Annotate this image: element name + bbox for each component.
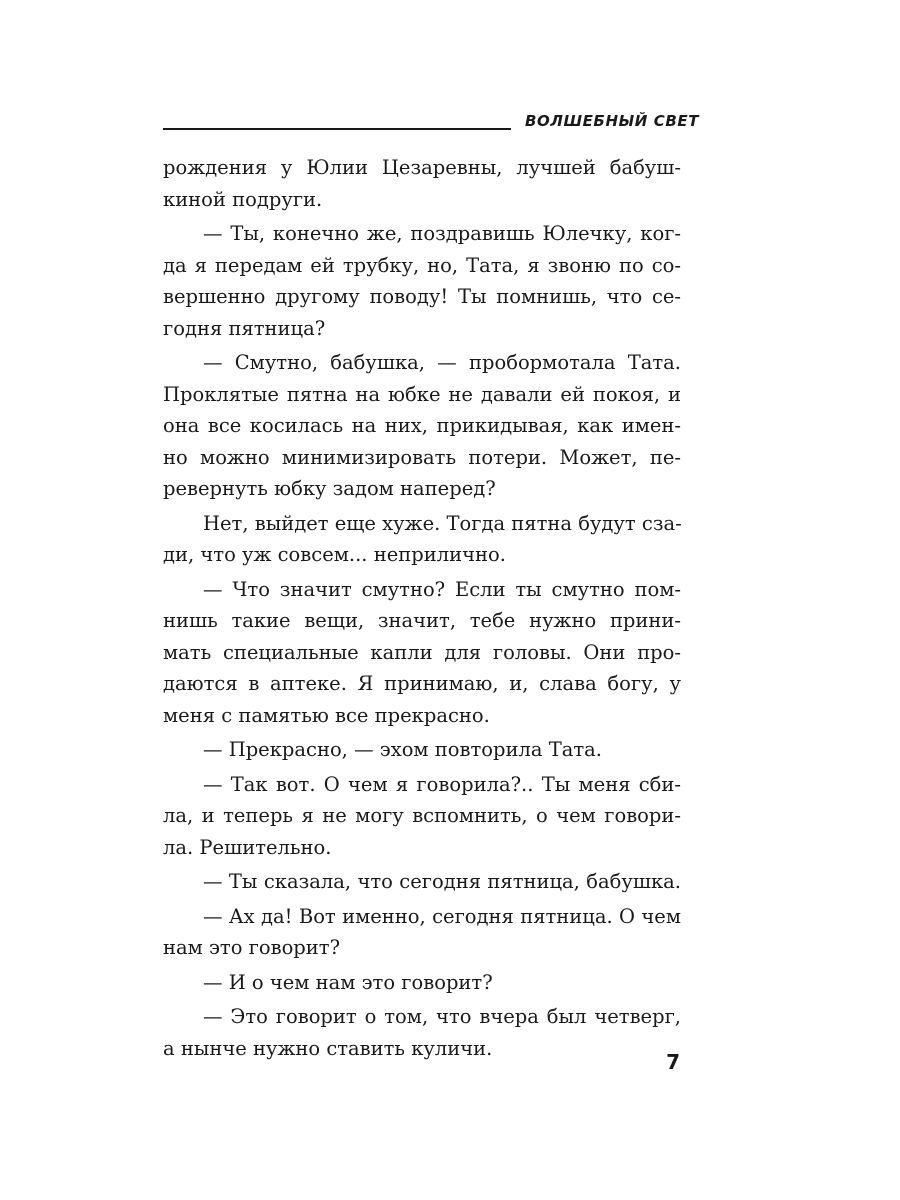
body-text [163, 152, 681, 1064]
text-line: — И о чем нам это говорит? [203, 970, 493, 994]
text-line: да я передам ей трубку, но, Тата, я звоню по со- [163, 253, 681, 277]
text-line: — Что значит смутно? Если ты смутно пом- [203, 577, 681, 601]
text-line: ла, и теперь я не могу вспомнить, о чем говори- [163, 804, 681, 827]
text-line: — Это говорит о том, что вчера был четверг, [203, 1005, 681, 1028]
text-line: годня пятница? [163, 316, 326, 340]
text-line: нам это говорит? [163, 936, 341, 959]
text-line: — Ах да! Вот именно, сегодня пятница. О чем [203, 904, 681, 928]
text-line: ревернуть юбку задом наперед? [163, 477, 496, 500]
running-title: ВОЛШЕБНЫЙ СВЕТ [525, 112, 700, 130]
text-line: Проклятые пятна на юбке не давали ей покоя, и [163, 382, 681, 406]
text-line: нишь такие вещи, значит, тебе нужно прини- [163, 609, 681, 632]
text-line: но можно минимизировать потери. Может, пе- [163, 445, 681, 469]
page-number: 7 [666, 1050, 680, 1074]
text-line: — Так вот. О чем я говорила?.. Ты меня сби- [203, 772, 681, 796]
text-line: а нынче нужно ставить куличи. [163, 1036, 493, 1060]
text-line: Нет, выйдет еще хуже. Тогда пятна будут сза- [203, 511, 682, 535]
text-line: меня с памятью все прекрасно. [163, 703, 490, 727]
text-line: — Смутно, бабушка, — пробормотала Тата. [203, 351, 681, 374]
header-rule [163, 128, 511, 130]
text-line: — Прекрасно, — эхом повторила Тата. [203, 738, 602, 761]
text-line: киной подруги. [163, 187, 323, 211]
text-line: ди, что уж совсем... неприлично. [163, 543, 506, 566]
text-line: — Ты, конечно же, поздравишь Юлечку, ког- [203, 222, 681, 245]
text-line: вершенно другому поводу! Ты помнишь, что се- [163, 285, 681, 308]
text-line: даются в аптеке. Я принимаю, и, слава богу, у [163, 672, 681, 695]
text-line: ла. Решительно. [163, 835, 332, 859]
text-line: она все косилась на них, прикидывая, как имен- [163, 414, 681, 437]
text-line: мать специальные капли для головы. Они про- [163, 640, 681, 664]
text-line: — Ты сказала, что сегодня пятница, бабушка. [203, 870, 681, 893]
text-line: рождения у Юлии Цезаревны, лучшей бабуш- [163, 156, 681, 179]
